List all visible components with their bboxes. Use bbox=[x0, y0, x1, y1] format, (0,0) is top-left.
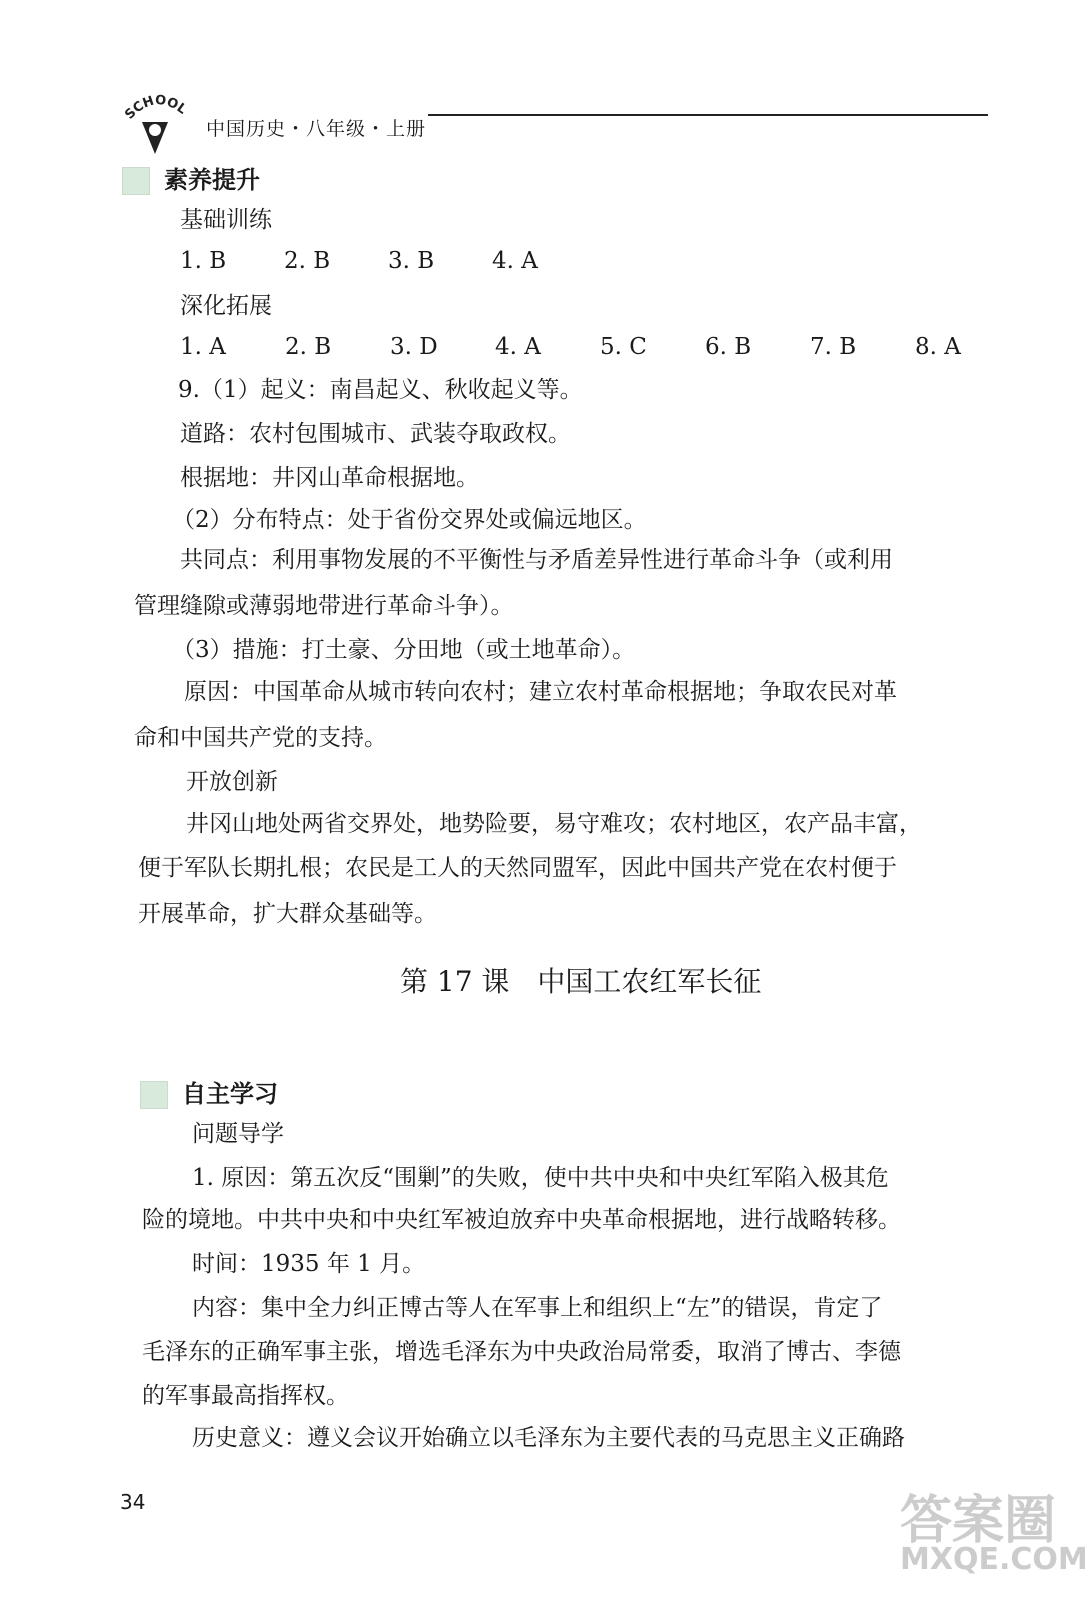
paragraph-line: 9.（1）起义：南昌起义、秋收起义等。 bbox=[178, 377, 583, 403]
subheading-wenti: 问题导学 bbox=[192, 1121, 284, 1147]
header-title: 中国历史・八年级・上册 bbox=[206, 118, 427, 140]
paragraph-line: 历史意义：遵义会议开始确立以毛泽东为主要代表的马克思主义正确路 bbox=[192, 1425, 905, 1451]
answer-item: 1. A bbox=[180, 334, 226, 360]
paragraph-line: 1. 原因：第五次反“围剿”的失败，使中共中央和中央红军陷入极其危 bbox=[192, 1165, 889, 1191]
paragraph-line: 命和中国共产党的支持。 bbox=[134, 725, 387, 751]
answer-item: 1. B bbox=[180, 248, 227, 274]
subheading-shenhua: 深化拓展 bbox=[180, 293, 272, 319]
lesson-title: 第 17 课 中国工农红军长征 bbox=[400, 965, 762, 998]
paragraph-line: 井冈山地处两省交界处，地势险要，易守难攻；农村地区，农产品丰富， bbox=[186, 811, 922, 837]
subheading-jichu: 基础训练 bbox=[180, 207, 272, 233]
basic-answers-row bbox=[180, 248, 596, 274]
paragraph-line: 开展革命，扩大群众基础等。 bbox=[138, 901, 437, 927]
deep-answers-row bbox=[180, 334, 975, 360]
answer-item: 4. A bbox=[492, 248, 538, 274]
paragraph-line: （2）分布特点：处于省份交界处或偏远地区。 bbox=[172, 507, 647, 533]
school-logo-icon bbox=[120, 92, 190, 162]
answer-item: 2. B bbox=[284, 248, 331, 274]
watermark-url: MXQE.COM bbox=[900, 1542, 1088, 1577]
paragraph-line: 道路：农村包围城市、武装夺取政权。 bbox=[180, 421, 571, 447]
svg-text:SCHOOL: SCHOOL bbox=[122, 93, 190, 123]
paragraph-line: 险的境地。中共中央和中央红军被迫放弃中央革命根据地，进行战略转移。 bbox=[142, 1207, 901, 1233]
section-heading-suyang bbox=[122, 160, 260, 195]
paragraph-line: 管理缝隙或薄弱地带进行革命斗争）。 bbox=[134, 593, 514, 619]
paragraph-line: 内容：集中全力纠正博古等人在军事上和组织上“左”的错误，肯定了 bbox=[192, 1295, 883, 1321]
section-marker-icon bbox=[122, 167, 150, 195]
answer-item: 8. A bbox=[915, 334, 961, 360]
paragraph-line: 根据地：井冈山革命根据地。 bbox=[180, 465, 479, 491]
answer-item: 2. B bbox=[285, 334, 332, 360]
answer-item: 6. B bbox=[705, 334, 752, 360]
paragraph-line: 共同点：利用事物发展的不平衡性与矛盾差异性进行革命斗争（或利用 bbox=[180, 547, 893, 573]
paragraph-line: 便于军队长期扎根；农民是工人的天然同盟军，因此中国共产党在农村便于 bbox=[138, 855, 897, 881]
paragraph-line: 原因：中国革命从城市转向农村；建立农村革命根据地；争取农民对革 bbox=[184, 679, 897, 705]
page-number: 34 bbox=[120, 1490, 146, 1514]
section-marker-icon bbox=[140, 1081, 168, 1109]
watermark-logo: 答案圈 bbox=[900, 1491, 1057, 1551]
paragraph-line: 的军事最高指挥权。 bbox=[142, 1383, 349, 1409]
section-heading-zizhu bbox=[140, 1074, 278, 1109]
paragraph-line: 毛泽东的正确军事主张，增选毛泽东为中央政治局常委，取消了博古、李德 bbox=[142, 1339, 901, 1365]
answer-item: 7. B bbox=[810, 334, 857, 360]
answer-item: 3. B bbox=[388, 248, 435, 274]
section-heading-text: 自主学习 bbox=[182, 1080, 278, 1108]
subheading-kaifang: 开放创新 bbox=[186, 769, 278, 795]
answer-item: 5. C bbox=[600, 334, 647, 360]
paragraph-line: （3）措施：打土豪、分田地（或土地革命）。 bbox=[172, 637, 636, 663]
answer-item: 3. D bbox=[390, 334, 438, 360]
header-rule bbox=[428, 114, 988, 116]
paragraph-line: 时间：1935 年 1 月。 bbox=[192, 1251, 426, 1277]
section-heading-text: 素养提升 bbox=[164, 166, 260, 194]
answer-item: 4. A bbox=[495, 334, 541, 360]
